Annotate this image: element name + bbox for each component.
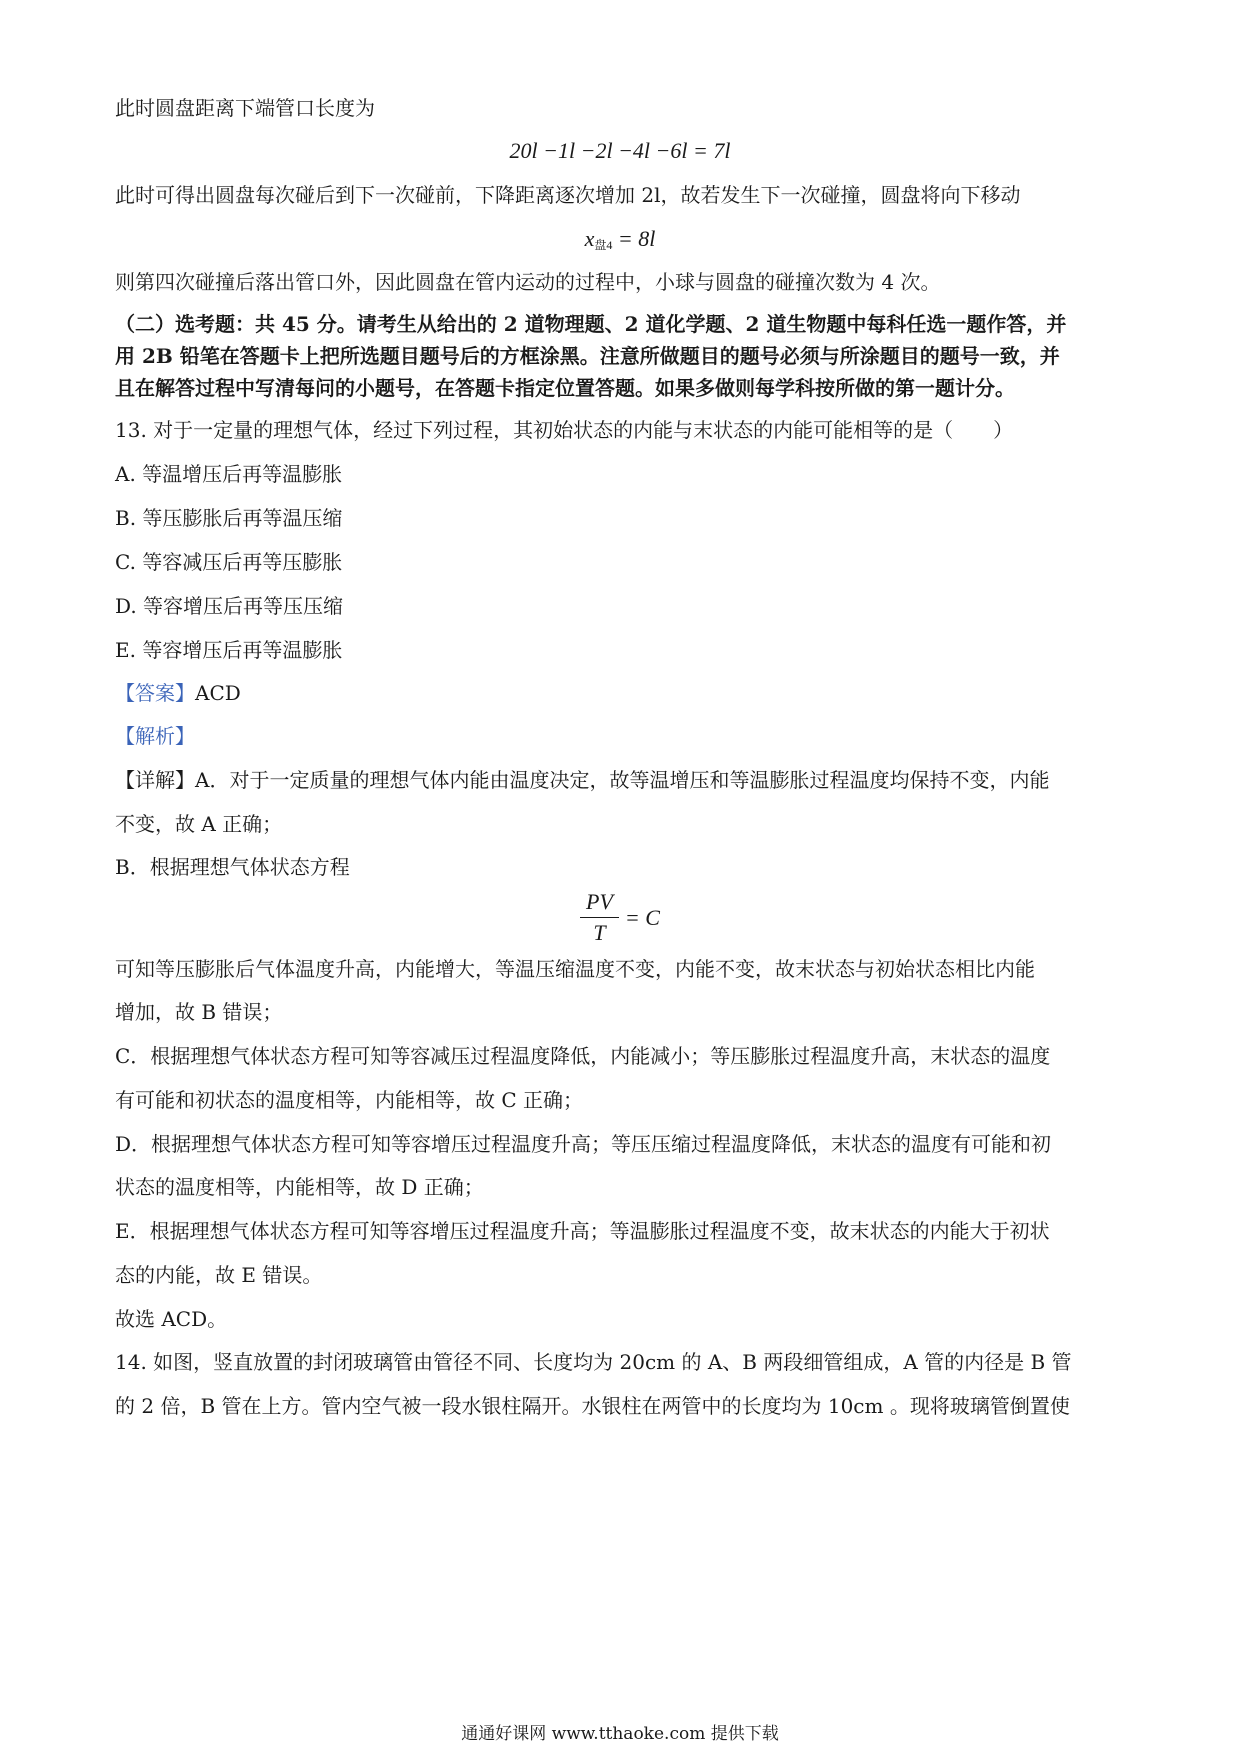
detail-line: 【详解】A．对于一定质量的理想气体内能由温度决定，故等温增压和等温膨胀过程温度均保持不变，内能 <box>115 768 1050 792</box>
text-line: 则第四次碰撞后落出管口外，因此圆盘在管内运动的过程中，小球与圆盘的碰撞次数为 4 次。 <box>115 270 941 294</box>
detail-line: B．根据理想气体状态方程 <box>115 855 350 879</box>
detail-line: E．根据理想气体状态方程可知等容增压过程温度升高；等温膨胀过程温度不变，故末状态的内能大于初状 <box>115 1219 1050 1243</box>
fraction-numerator: PV <box>580 887 619 918</box>
option-c: C. 等容减压后再等压膨胀 <box>115 550 343 574</box>
answer-line <box>115 679 241 707</box>
page-footer: 通通好课网 www.tthaoke.com 提供下载 <box>461 1724 779 1744</box>
equation-distance: 20l −1l −2l −4l −6l = 7l <box>509 138 731 163</box>
option-b: B. 等压膨胀后再等温压缩 <box>115 506 343 530</box>
detail-line: 有可能和初状态的温度相等，内能相等，故 C 正确； <box>115 1088 584 1112</box>
answer-tag: 【答案】 <box>115 681 195 705</box>
fraction-denominator: T <box>593 920 606 945</box>
section-instruction: （二）选考题：共 45 分。请考生从给出的 2 道物理题、2 道化学题、2 道生物题中每科任选一题作答，并 <box>115 312 1067 336</box>
detail-line: 状态的温度相等，内能相等，故 D 正确； <box>115 1175 484 1199</box>
eq-variable: x <box>584 226 595 251</box>
text-line: 此时可得出圆盘每次碰后到下一次碰前，下降距离逐次增加 2l，故若发生下一次碰撞，圆盘将向下移动 <box>115 183 1021 207</box>
equation-disc-move <box>0 225 1240 259</box>
detail-line: 不变，故 A 正确； <box>115 812 283 836</box>
question-13: 13. 对于一定量的理想气体，经过下列过程，其初始状态的内能与末状态的内能可能相等的是（ ） <box>115 418 1014 442</box>
answer-value: ACD <box>195 681 241 705</box>
fraction <box>580 887 619 948</box>
section-instruction: 用 2B 铅笔在答题卡上把所选题目题号后的方框涂黑。注意所做题目的题号必须与所涂题目的题号一致，并 <box>115 344 1060 368</box>
detail-line: 态的内能，故 E 错误。 <box>115 1263 323 1287</box>
conclusion-line: 故选 ACD。 <box>115 1307 228 1331</box>
question-14: 14. 如图，竖直放置的封闭玻璃管由管径不同、长度均为 20cm 的 A、B 两段细管组成，A 管的内径是 B 管 <box>115 1350 1072 1374</box>
text-line: 此时圆盘距离下端管口长度为 <box>115 96 375 120</box>
analysis-tag: 【解析】 <box>115 724 195 748</box>
ideal-gas-equation <box>0 887 1240 948</box>
detail-line: 增加，故 B 错误； <box>115 1000 283 1024</box>
section-instruction: 且在解答过程中写清每问的小题号，在答题卡指定位置答题。如果多做则每学科按所做的第一题计分。 <box>115 376 1015 400</box>
eq-subscript: 盘4 <box>594 238 613 252</box>
option-e: E. 等容增压后再等温膨胀 <box>115 638 343 662</box>
detail-line: D．根据理想气体状态方程可知等容增压过程温度升高；等压压缩过程温度降低，末状态的温度有可能和初 <box>115 1132 1052 1156</box>
eq-value: = 8l <box>617 226 656 251</box>
question-14-continued: 的 2 倍，B 管在上方。管内空气被一段水银柱隔开。水银柱在两管中的长度均为 10cm 。现将玻璃管倒置使 <box>115 1394 1070 1418</box>
option-a: A. 等温增压后再等温膨胀 <box>115 462 343 486</box>
detail-line: C．根据理想气体状态方程可知等容减压过程温度降低，内能减小；等压膨胀过程温度升高，末状态的温度 <box>115 1044 1051 1068</box>
equation-rhs: = C <box>624 904 660 930</box>
detail-line: 可知等压膨胀后气体温度升高，内能增大，等温压缩温度不变，内能不变，故末状态与初始状态相比内能 <box>115 957 1035 981</box>
option-d: D. 等容增压后再等压压缩 <box>115 594 344 618</box>
